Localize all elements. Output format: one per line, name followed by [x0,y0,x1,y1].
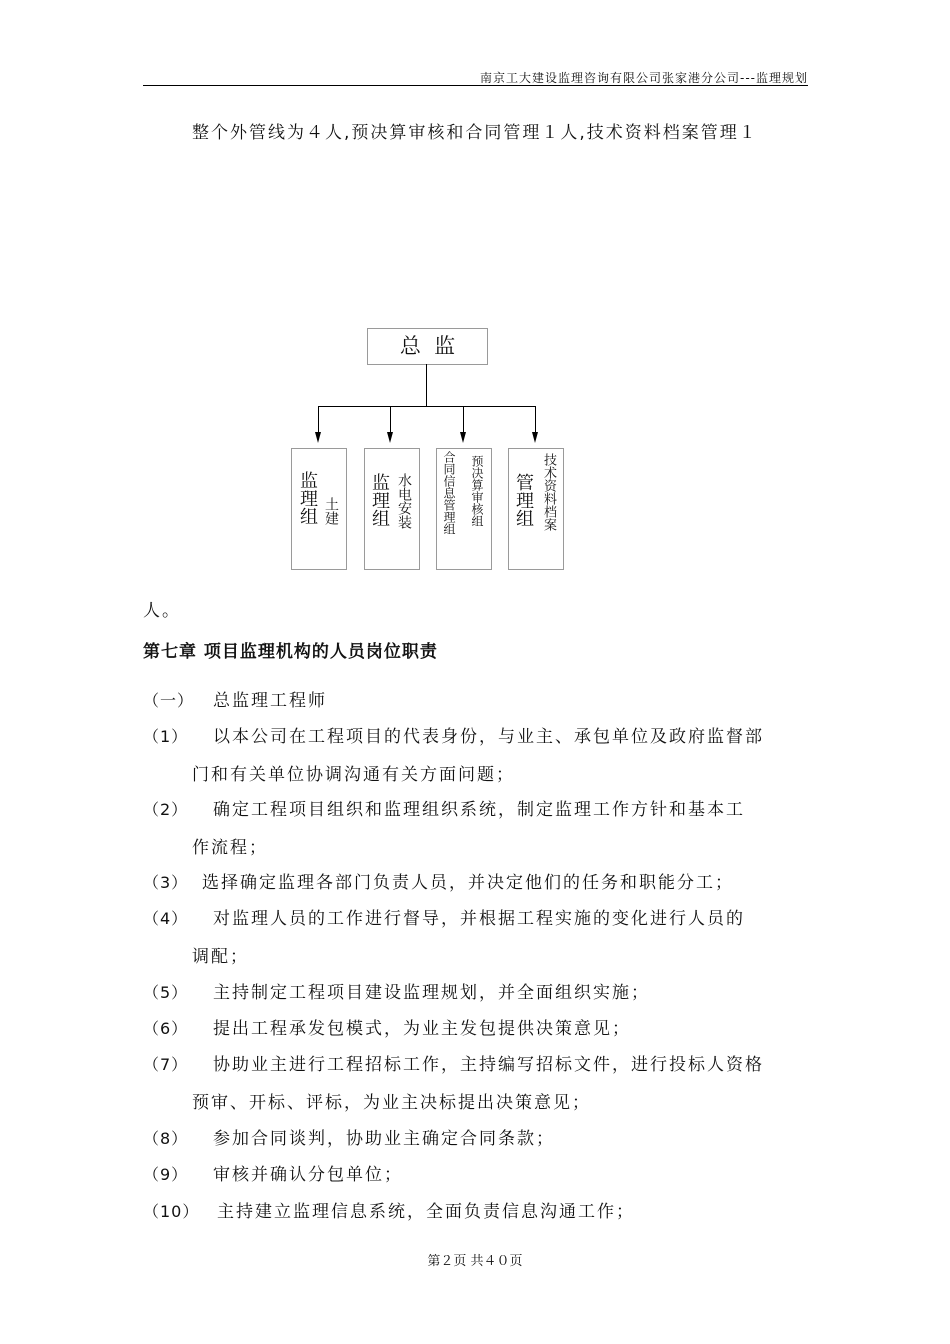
page-footer: 第２页 共４０页 [427,1254,523,1269]
item-number: （7） [143,1055,189,1074]
item-number: （4） [143,909,189,928]
org-arrow-4 [532,432,538,443]
org-group-mep [364,448,420,570]
header-rule [143,85,808,86]
page-header: 南京工大建设监理咨询有限公司张家港分公司---监理规划 [480,71,808,85]
intro-line-2: 人。 [143,601,181,621]
item-line: 参加合同谈判，协助业主确定合同条款； [213,1129,555,1149]
org-connector-drop-1 [318,406,319,432]
item-line: 确定工程项目组织和监理组织系统，制定监理工作方针和基本工 [213,800,745,820]
item-number: （9） [143,1165,189,1184]
org-group-contract-right: 预决算审核组 [470,455,484,527]
org-group-mep-side: 水电安装 [396,473,412,529]
item-number: （5） [143,983,189,1002]
org-group-contract [436,448,492,570]
item-number: （10） [143,1202,200,1221]
item-line: 主持制定工程项目建设监理规划，并全面组织实施； [213,983,650,1003]
item-line-cont: 作流程； [192,838,268,858]
item-line: 提出工程承发包模式，为业主发包提供决策意见； [213,1019,631,1039]
intro-line-1: 整个外管线为４人,预决算审核和合同管理１人,技术资料档案管理１ [192,123,758,143]
item-line: 选择确定监理各部门负责人员，并决定他们的任务和职能分工； [202,873,734,893]
section-title: 总监理工程师 [213,691,327,711]
item-number: （1） [143,727,189,746]
item-line-cont: 预审、开标、评标，为业主决标提出决策意见； [192,1093,591,1113]
org-group-civil-side: 土建 [323,497,339,525]
org-group-docs-side: 技术资料档案 [541,453,556,531]
org-group-docs-main: 管理组 [513,473,534,527]
org-connector-drop-2 [390,406,391,432]
item-number: （6） [143,1019,189,1038]
org-group-civil [291,448,347,570]
org-arrow-1 [315,432,321,443]
org-connector-drop-4 [535,406,536,432]
item-number: （8） [143,1129,189,1148]
item-line-cont: 调配； [192,947,249,967]
item-line: 对监理人员的工作进行督导，并根据工程实施的变化进行人员的 [213,909,745,929]
org-group-contract-left: 合同信息管理组 [442,451,456,535]
section-number: （一） [143,691,195,710]
item-line: 审核并确认分包单位； [213,1165,403,1185]
org-arrow-3 [460,432,466,443]
item-line-cont: 门和有关单位协调沟通有关方面问题； [192,765,515,785]
org-arrow-2 [387,432,393,443]
item-number: （3） [143,873,189,892]
org-root-box [367,328,488,365]
org-root-label: 总 监 [399,334,456,358]
org-connector-bar [318,406,536,407]
org-group-civil-main: 监理组 [297,471,318,525]
item-line: 以本公司在工程项目的代表身份，与业主、承包单位及政府监督部 [213,727,764,747]
item-line: 协助业主进行工程招标工作，主持编写招标文件，进行投标人资格 [213,1055,764,1075]
org-group-docs [508,448,564,570]
chapter-title: 第七章 项目监理机构的人员岗位职责 [143,642,438,662]
item-line: 主持建立监理信息系统，全面负责信息沟通工作； [217,1202,635,1222]
org-connector-drop-3 [463,406,464,432]
org-group-mep-main: 监理组 [369,473,390,527]
item-number: （2） [143,800,189,819]
org-connector-trunk [426,364,427,406]
